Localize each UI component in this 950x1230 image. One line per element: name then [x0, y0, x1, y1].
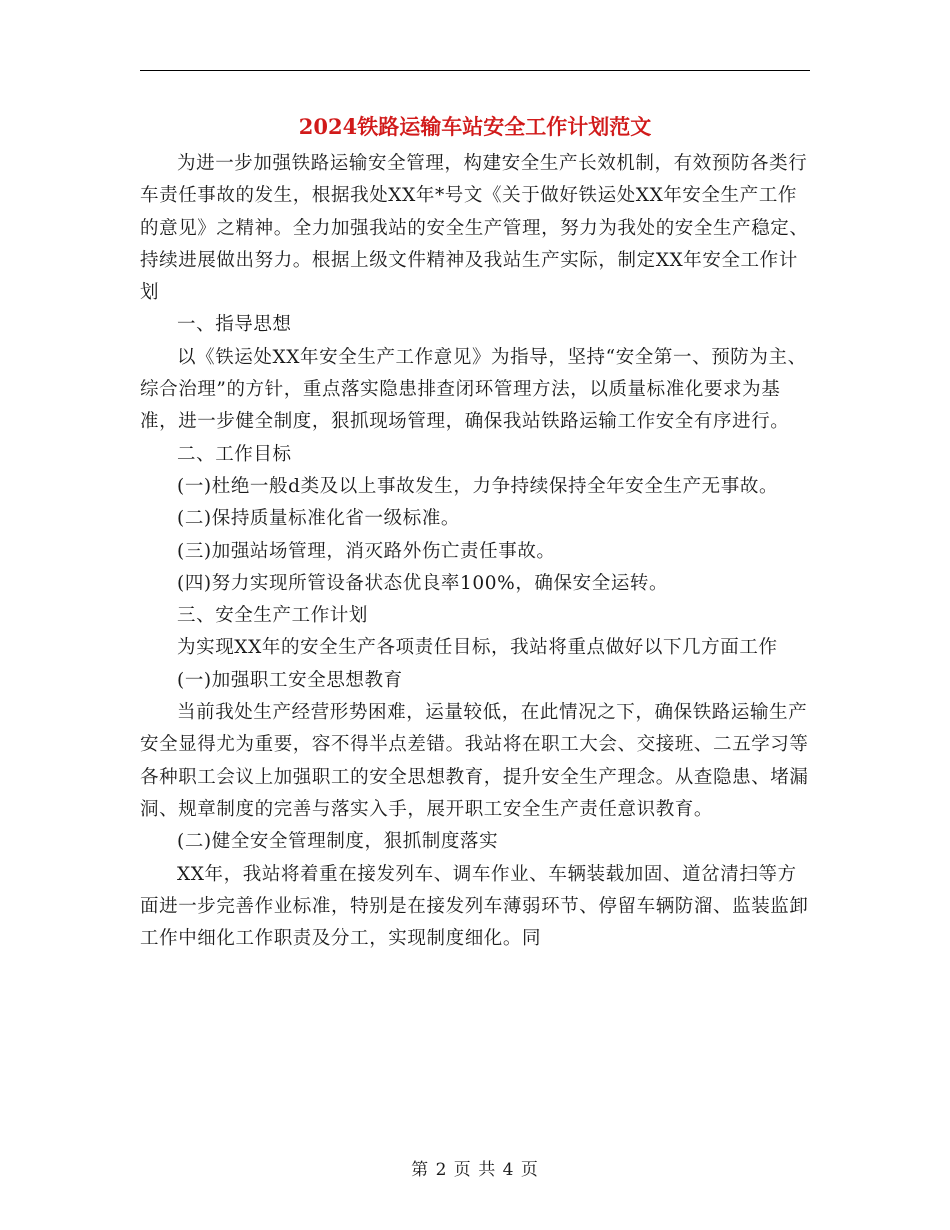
section-heading-work-plan: 三、安全生产工作计划: [177, 605, 369, 627]
subheading-management-system: (二)健全安全管理制度，狠抓制度落实: [177, 831, 499, 853]
subheading-safety-education: (一)加强职工安全思想教育: [177, 669, 403, 691]
document-title: 2024铁路运输车站安全工作计划范文: [298, 114, 652, 139]
section-heading-guiding-thought: 一、指导思想: [177, 314, 292, 336]
paragraph-management-system: XX年，我站将着重在接发列车、调车作业、车辆装载加固、道岔清扫等方面进一步完善作业标准，特别是在接发列车薄弱环节、停留车辆防溜、监装监卸工作中细化工作职责及分工，实现制度细化。同: [140, 863, 809, 950]
header-rule: [140, 70, 810, 71]
paragraph-work-plan-intro: 为实现XX年的安全生产各项责任目标，我站将重点做好以下几方面工作: [177, 637, 778, 659]
paragraph-safety-education: 当前我处生产经营形势困难，运量较低，在此情况之下，确保铁路运输生产安全显得尤为重要，容不得半点差错。我站将在职工大会、交接班、二五学习等各种职工会议上加强职工的安全思想教育，提升安全生产理念。从查隐患、堵漏洞、规章制度的完善与落实入手，展开职工安全生产责任意识教育。: [140, 702, 809, 820]
paragraph-intro: 为进一步加强铁路运输安全管理，构建安全生产长效机制，有效预防各类行车责任事故的发生，根据我处XX年*号文《关于做好铁运处XX年安全生产工作的意见》之精神。全力加强我站的安全生产管理，努力为我处的安全生产稳定、持续进展做出努力。根据上级文件精神及我站生产实际，制定XX年安全工作计划: [140, 153, 809, 304]
paragraph-guiding-thought: 以《铁运处XX年安全生产工作意见》为指导，坚持“安全第一、预防为主、综合治理”的方针，重点落实隐患排查闭环管理方法，以质量标准化要求为基准，进一步健全制度，狠抓现场管理，确保我站铁路运输工作安全有序进行。: [140, 346, 807, 433]
section-heading-work-goals: 二、工作目标: [177, 443, 292, 465]
goal-item-4: (四)努力实现所管设备状态优良率100%，确保安全运转。: [177, 572, 669, 594]
goal-item-2: (二)保持质量标准化省一级标准。: [177, 508, 461, 530]
goal-item-3: (三)加强站场管理，消灭路外伤亡责任事故。: [177, 540, 556, 562]
goal-item-1: (一)杜绝一般d类及以上事故发生，力争持续保持全年安全生产无事故。: [177, 475, 779, 497]
page-number: 第 2 页 共 4 页: [411, 1160, 539, 1180]
document-body: [140, 148, 810, 955]
